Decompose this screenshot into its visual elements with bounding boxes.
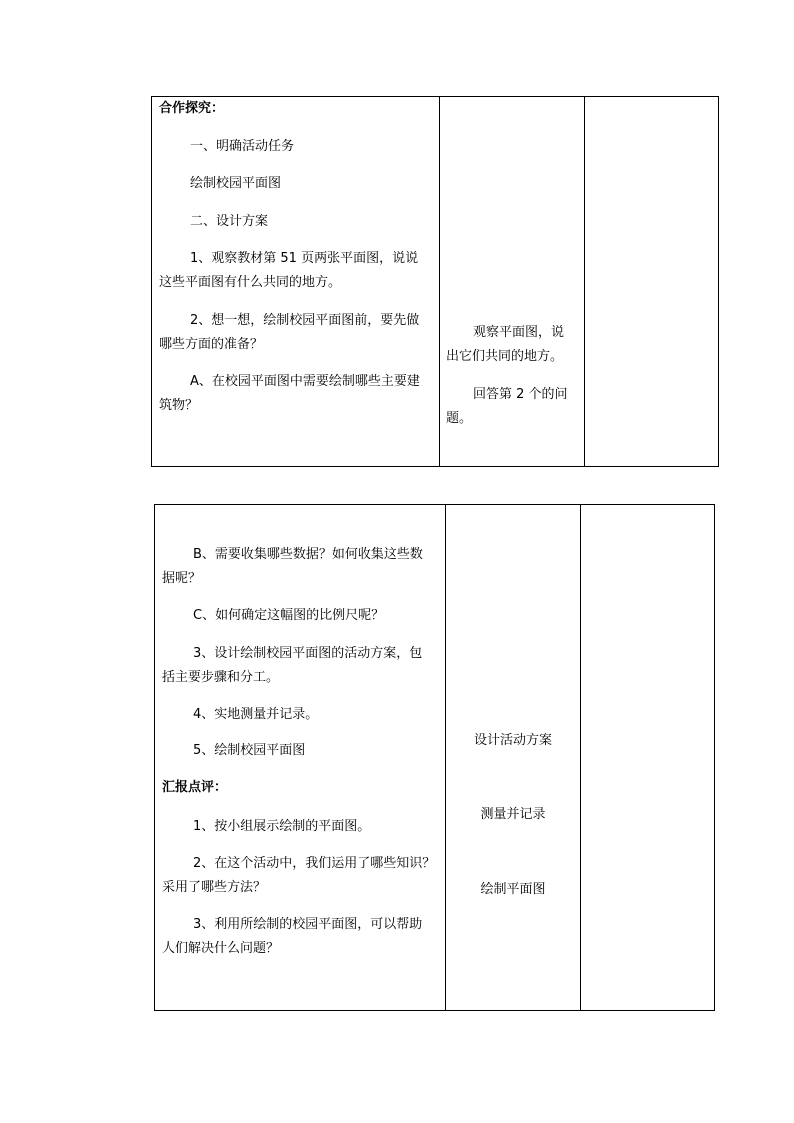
question-3-line-2: 括主要步骤和分工。 <box>162 670 280 685</box>
question-a-line-1: A、在校园平面图中需要绘制哪些主要建 <box>190 374 420 389</box>
note-answer-line-2: 题。 <box>446 411 473 426</box>
question-1-line-1: 1、观察教材第 51 页两张平面图，说说 <box>190 251 419 266</box>
column-divider-1 <box>445 505 446 1010</box>
note-answer-line-1: 回答第 2 个的问 <box>473 387 568 402</box>
lesson-table-1 <box>151 96 719 467</box>
report-3-line-1: 3、利用所绘制的校园平面图，可以帮助 <box>193 917 423 932</box>
task-text: 绘制校园平面图 <box>190 176 282 191</box>
activity-design-plan: 设计活动方案 <box>473 733 552 748</box>
report-2-line-1: 2、在这个活动中，我们运用了哪些知识？ <box>193 856 436 871</box>
column-divider-2 <box>580 505 581 1010</box>
lesson-table-2 <box>154 504 715 1011</box>
question-1-line-2: 这些平面图有什么共同的地方。 <box>159 275 342 290</box>
question-3-line-1: 3、设计绘制校园平面图的活动方案，包 <box>193 646 423 661</box>
report-2-line-2: 采用了哪些方法？ <box>162 880 267 895</box>
activity-draw-map: 绘制平面图 <box>480 882 546 897</box>
task-heading: 一、明确活动任务 <box>190 139 295 154</box>
question-b-line-2: 据呢？ <box>162 571 202 586</box>
step-5-draw: 5、绘制校园平面图 <box>193 743 306 758</box>
report-1: 1、按小组展示绘制的平面图。 <box>193 819 371 834</box>
question-c: C、如何确定这幅图的比例尺呢？ <box>193 608 385 623</box>
step-4-measure: 4、实地测量并记录。 <box>193 707 319 722</box>
activity-measure-record: 测量并记录 <box>480 807 546 822</box>
question-b-line-1: B、需要收集哪些数据？如何收集这些数 <box>193 547 423 562</box>
section-heading-report: 汇报点评： <box>162 780 228 795</box>
column-divider-1 <box>439 97 440 466</box>
report-3-line-2: 人们解决什么问题？ <box>162 941 280 956</box>
column-divider-2 <box>584 97 585 466</box>
question-2-line-2: 哪些方面的准备？ <box>159 337 264 352</box>
note-observe-line-2: 出它们共同的地方。 <box>446 349 564 364</box>
note-observe-line-1: 观察平面图，说 <box>473 325 565 340</box>
question-a-line-2: 筑物？ <box>159 398 199 413</box>
question-2-line-1: 2、想一想，绘制校园平面图前，要先做 <box>190 313 420 328</box>
section-heading-cooperative: 合作探究： <box>159 101 225 116</box>
design-heading: 二、设计方案 <box>190 214 269 229</box>
